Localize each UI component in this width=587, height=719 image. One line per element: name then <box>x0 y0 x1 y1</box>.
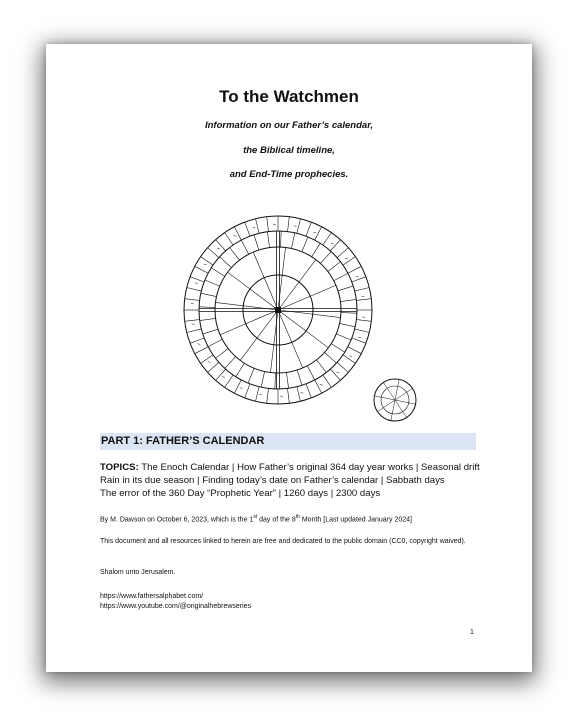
links-block <box>100 592 251 612</box>
byline-sup-1: st <box>253 514 258 520</box>
byline-pre: By M. Dawson on October 6, 2023, which is the 1 <box>100 516 254 524</box>
subtitle-line-3: and End-Time prophecies. <box>229 169 349 180</box>
byline-mid: day of the 8 <box>257 516 296 524</box>
topics-text-1: The Enoch Calendar | How Father’s original 364 day year works | Seasonal drift <box>141 462 480 473</box>
license-notice: This document and all resources linked to herein are free and dedicated to the public domain (CC0, copyright waived). <box>100 538 466 545</box>
mini-wheel-illustration <box>372 377 418 423</box>
topics-label: TOPICS: <box>100 462 139 473</box>
subtitle-line-2: the Biblical timeline, <box>243 145 335 156</box>
section-heading: PART 1: FATHER’S CALENDAR <box>100 433 476 450</box>
topics-line-2: Rain in its due season | Finding today’s date on Father’s calendar | Sabbath days <box>100 475 445 486</box>
topics-block <box>100 461 520 500</box>
byline-sup-2: th <box>295 514 300 520</box>
document-page <box>46 44 532 672</box>
page-number: 1 <box>470 629 474 636</box>
subtitle-line-1: Information on our Father’s calendar, <box>204 120 374 131</box>
calendar-wheel-illustration <box>183 215 373 405</box>
link-fathersalphabet[interactable]: https://www.fathersalphabet.com/ <box>100 593 204 600</box>
byline-post: Month [Last updated January 2024] <box>299 516 412 524</box>
closing-line: Shalom unto Jerusalem. <box>100 569 176 576</box>
link-youtube[interactable]: https://www.youtube.com/@originalhebrewseries <box>100 603 252 610</box>
topics-line-1 <box>100 461 520 474</box>
document-title: To the Watchmen <box>219 87 359 106</box>
byline <box>100 514 520 523</box>
topics-line-3: The error of the 360 Day “Prophetic Year” | 1260 days | 2300 days <box>100 488 381 499</box>
